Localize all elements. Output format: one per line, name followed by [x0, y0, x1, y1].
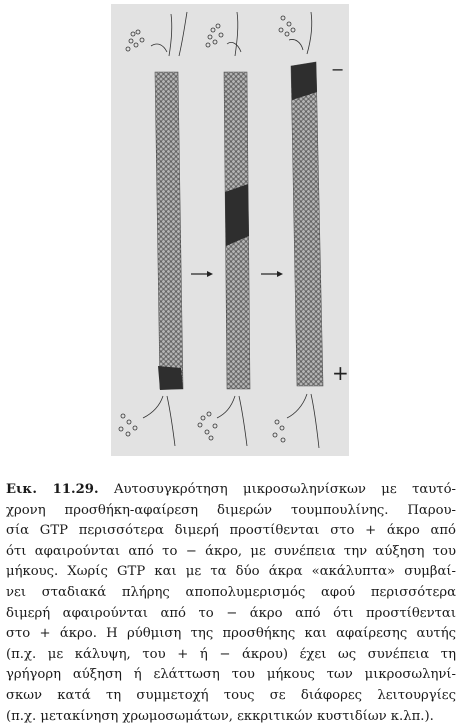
- caption-line-5: μήκους. Χωρίς GTP και με τα δύο άκρα «ακάλυπτα» συμβαί-: [6, 564, 456, 580]
- caption-line-8: στο + άκρο. Η ρύθμιση της προσθήκης και αφαίρεσης αυτής: [6, 626, 456, 642]
- bottom-dimers-1: [119, 396, 175, 446]
- caption-line-2: χρονη προσθήκη-αφαίρεση διμερών τουμπουλίνης. Παρου-: [6, 502, 456, 518]
- cap-plus-end: [158, 366, 183, 390]
- microtubule-1: [155, 72, 183, 390]
- microtubule-2: [224, 72, 250, 389]
- minus-end-label: −: [331, 60, 345, 79]
- caption-line-11: σκων κατά τη συμμετοχή τους σε διάφορες λειτουργίες: [6, 687, 456, 703]
- caption-line-6: νει σταδιακά πλήρης αποπολυμερισμός αφού περισσότερα: [6, 584, 456, 600]
- microtubule-figure: [111, 4, 349, 456]
- bottom-dimers-3: [273, 394, 319, 448]
- bottom-dimers-2: [198, 396, 247, 446]
- top-dimers-1: [126, 12, 187, 56]
- figure-caption: [6, 480, 456, 727]
- transition-arrow-1: [191, 271, 213, 277]
- caption-line-10: γρήγορη αύξηση ή ελάττωση του μήκους των μικροσωληνί-: [6, 667, 456, 683]
- transition-arrow-2: [261, 271, 283, 277]
- top-dimers-2: [206, 12, 241, 56]
- dark-band: [225, 184, 249, 246]
- caption-line-12: (π.χ. μετακίνηση χρωμοσωμάτων, εκκριτικών κυστιδίων κ.λπ.).: [6, 708, 434, 724]
- microtubule-diagram: [111, 4, 349, 456]
- caption-label: Εικ. 11.29.: [6, 482, 99, 497]
- caption-line-7: διμερή αφαιρούνται από το − άκρο από ότι προστίθενται: [6, 605, 456, 621]
- top-dimers-3: [279, 12, 312, 54]
- caption-line-1: [6, 480, 456, 501]
- caption-line-3: σία GTP περισσότερα διμερή προστίθενται στο + άκρο από: [6, 523, 456, 539]
- microtubule-3: [291, 62, 323, 386]
- plus-end-label: +: [332, 361, 349, 385]
- caption-line-4: ότι αφαιρούνται από το − άκρο, με συνέπεια την αύξηση του: [6, 543, 456, 559]
- caption-line-9: (π.χ. με κάλυψη, του + ή − άκρου) έχει ως συνέπεια τη: [6, 646, 456, 662]
- caption-line-1-text: Αυτοσυγκρότηση μικροσωληνίσκων με ταυτό-: [113, 482, 456, 497]
